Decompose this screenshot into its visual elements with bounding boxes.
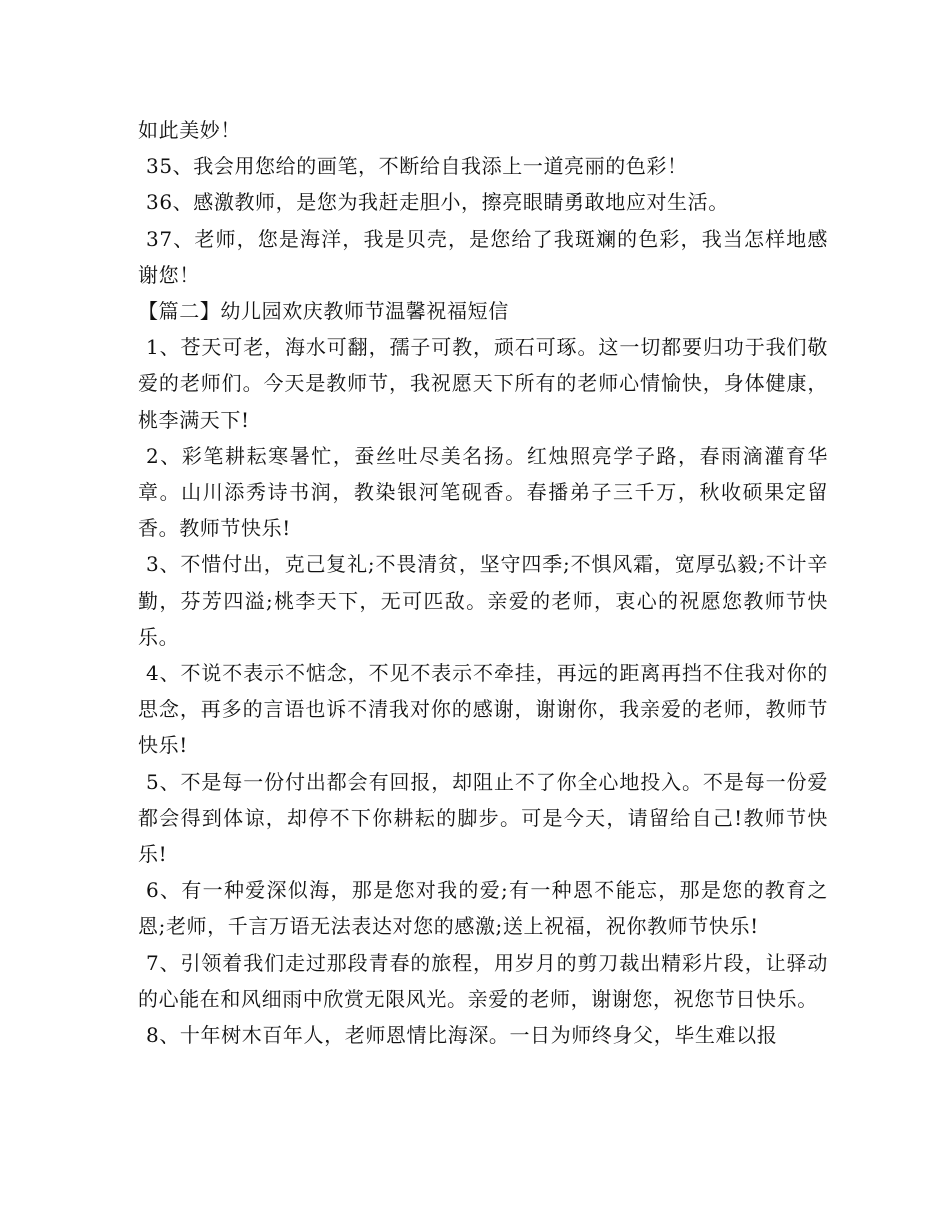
paragraph-item-36: 36、感激教师，是您为我赶走胆小，擦亮眼睛勇敢地应对生活。 xyxy=(146,190,729,215)
paragraph-item-2: 2、彩笔耕耘寒暑忙，蚕丝吐尽美名扬。红烛照亮学子路，春雨滴灌育华章。山川添秀诗书润，教染银河笔砚香。春播弟子三千万，秋收硕果定留香。教师节快乐! xyxy=(138,443,828,541)
paragraph-item-7: 7、引领着我们走过那段青春的旅程，用岁月的剪刀裁出精彩片段，让驿动的心能在和风细雨中欣赏无限风光。亲爱的老师，谢谢您，祝您节日快乐。 xyxy=(138,950,828,1011)
paragraph-item-5: 5、不是每一份付出都会有回报，却阻止不了你全心地投入。不是每一份爱都会得到体谅，却停不下你耕耘的脚步。可是今天，请留给自己!教师节快乐! xyxy=(138,769,828,867)
paragraph-item-1: 1、苍天可老，海水可翻，孺子可教，顽石可琢。这一切都要归功于我们敬爱的老师们。今天是教师节，我祝愿天下所有的老师心情愉快，身体健康，桃李满天下! xyxy=(138,335,828,432)
paragraph-item-37: 37、老师，您是海洋，我是贝壳，是您给了我斑斓的色彩，我当怎样地感谢您！ xyxy=(138,226,828,287)
document-body xyxy=(138,112,828,1053)
paragraph-item-3: 3、不惜付出，克己复礼;不畏清贫，坚守四季;不惧风霜，宽厚弘毅;不计辛勤，芬芳四溢;桃李天下，无可匹敌。亲爱的老师，衷心的祝愿您教师节快乐。 xyxy=(138,552,828,649)
paragraph-item-8: 8、十年树木百年人，老师恩情比海深。一日为师终身父，毕生难以报 xyxy=(146,1023,778,1048)
paragraph-item-6: 6、有一种爱深似海，那是您对我的爱;有一种恩不能忘，那是您的教育之恩;老师，千言万语无法表达对您的感激;送上祝福，祝你教师节快乐! xyxy=(138,878,828,939)
paragraph-item-35: 35、我会用您给的画笔，不断给自我添上一道亮丽的色彩！ xyxy=(146,154,688,179)
paragraph-continuation: 如此美妙！ xyxy=(138,118,241,142)
paragraph-item-4: 4、不说不表示不惦念，不见不表示不牵挂，再远的距离再挡不住我对你的思念，再多的言语也诉不清我对你的感谢，谢谢你，我亲爱的老师，教师节快乐! xyxy=(138,661,828,758)
section-heading: 【篇二】幼儿园欢庆教师节温馨祝福短信 xyxy=(138,299,509,324)
